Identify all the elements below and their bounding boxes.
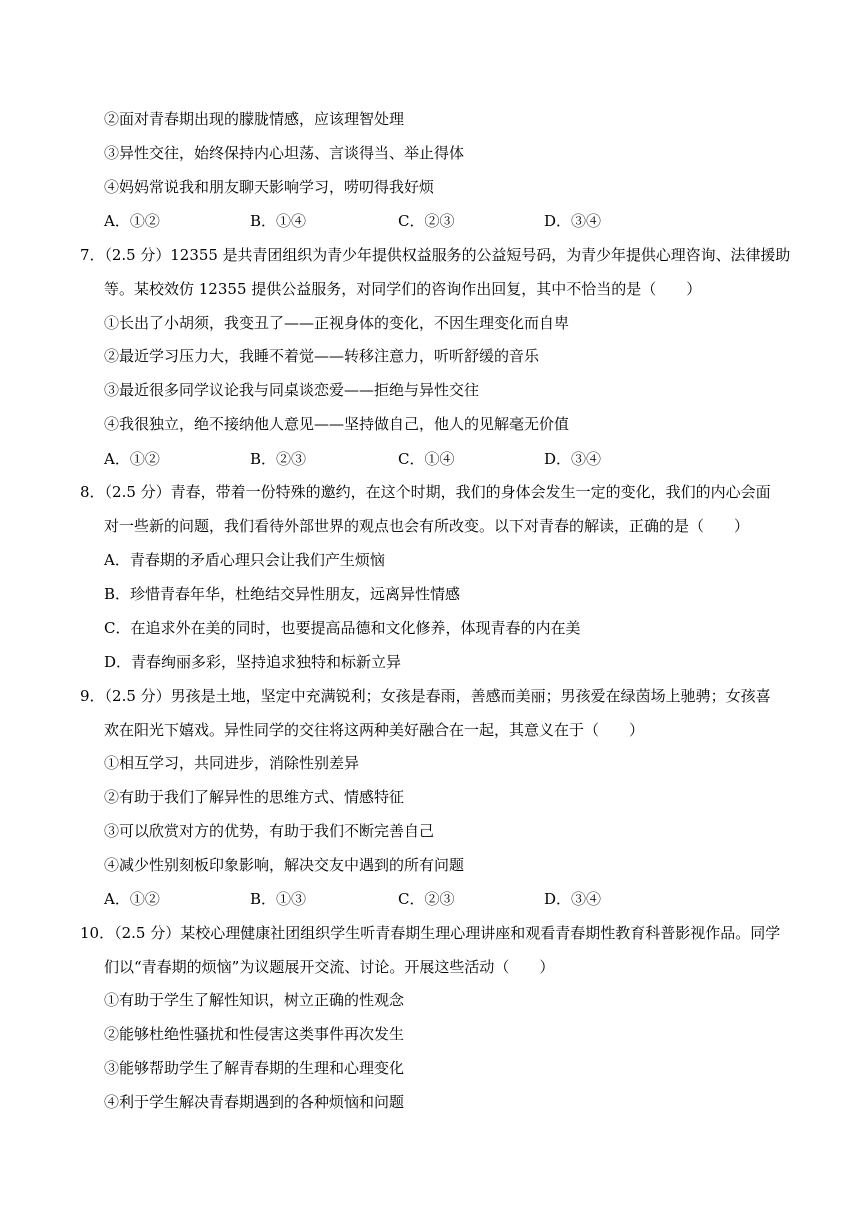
q6-item-4: ④妈妈常说我和朋友聊天影响学习，唠叨得我好烦: [104, 178, 435, 196]
q9-item-3: ③可以欣赏对方的优势，有助于我们不断完善自己: [104, 822, 435, 840]
q7-option-a: A．①②: [104, 450, 160, 468]
q6-option-d: D．③④: [544, 212, 602, 230]
q8-choice-c: C．在追求外在美的同时，也要提高品德和文化修养，体现青春的内在美: [104, 619, 581, 637]
q9-item-1: ①相互学习，共同进步，消除性别差异: [104, 754, 360, 772]
q7-item-1: ①长出了小胡须，我变丑了——正视身体的变化，不因生理变化而自卑: [104, 314, 570, 332]
q7-item-2: ②最近学习压力大，我睡不着觉——转移注意力，听听舒缓的音乐: [104, 347, 540, 365]
q9-stem-line-2: 欢在阳光下嬉戏。异性同学的交往将这两种美好融合在一起，其意义在于（ ）: [104, 721, 645, 739]
q10-stem-line-2: 们以“青春期的烦恼”为议题展开交流、讨论。开展这些活动（ ）: [104, 958, 555, 976]
q8-stem-line-2: 对一些新的问题，我们看待外部世界的观点也会有所改变。以下对青春的解读，正确的是（ ）: [104, 517, 750, 535]
q8-choice-d: D．青春绚丽多彩，坚持追求独特和标新立异: [104, 653, 402, 671]
q10-item-2: ②能够杜绝性骚扰和性侵害这类事件再次发生: [104, 1025, 405, 1043]
q7-stem-line-2: 等。某校效仿 12355 提供公益服务，对同学们的咨询作出回复，其中不恰当的是（ ）: [104, 280, 702, 298]
q7-options: [104, 449, 744, 469]
q9-option-c: C．②③: [398, 890, 455, 908]
q9-option-a: A．①②: [104, 890, 160, 908]
q6-option-c: C．②③: [398, 212, 455, 230]
q9-item-2: ②有助于我们了解异性的思维方式、情感特征: [104, 788, 405, 806]
q9-stem-line-1: 9．（2.5 分）男孩是土地，坚定中充满锐利；女孩是春雨，善感而美丽；男孩爱在绿茵场上驰骋；女孩喜: [80, 687, 771, 705]
q7-item-3: ③最近很多同学议论我与同桌谈恋爱——拒绝与异性交往: [104, 381, 480, 399]
q8-stem-line-1: 8．（2.5 分）青春，带着一份特殊的邀约，在这个时期，我们的身体会发生一定的变化，我们的内心会面: [80, 483, 771, 501]
q8-choice-b: B．珍惜青春年华，杜绝结交异性朋友，远离异性情感: [104, 585, 461, 603]
q10-stem-line-1: 10．（2.5 分）某校心理健康社团组织学生听青春期生理心理讲座和观看青春期性教育科普影视作品。同学: [80, 924, 781, 942]
q7-option-b: B．②③: [250, 450, 307, 468]
q9-item-4: ④减少性别刻板印象影响，解决交友中遇到的所有问题: [104, 856, 465, 874]
q6-options: [104, 211, 744, 231]
q8-choice-a: A．青春期的矛盾心理只会让我们产生烦恼: [104, 551, 385, 569]
q6-item-2: ②面对青春期出现的朦胧情感，应该理智处理: [104, 110, 405, 128]
q7-stem-line-1: 7．（2.5 分）12355 是共青团组织为青少年提供权益服务的公益短号码，为青少年提供心理咨询、法律援助: [80, 246, 791, 264]
q10-item-3: ③能够帮助学生了解青春期的生理和心理变化: [104, 1059, 405, 1077]
q6-option-a: A．①②: [104, 212, 160, 230]
q10-item-4: ④利于学生解决青春期遇到的各种烦恼和问题: [104, 1093, 405, 1111]
q10-item-1: ①有助于学生了解性知识，树立正确的性观念: [104, 991, 405, 1009]
q9-option-b: B．①③: [250, 890, 307, 908]
q9-options: [104, 889, 744, 909]
q6-option-b: B．①④: [250, 212, 307, 230]
q7-item-4: ④我很独立，绝不接纳他人意见——坚持做自己，他人的见解毫无价值: [104, 415, 570, 433]
q7-option-c: C．①④: [398, 450, 455, 468]
q7-option-d: D．③④: [544, 450, 602, 468]
q6-item-3: ③异性交往，始终保持内心坦荡、言谈得当、举止得体: [104, 144, 465, 162]
q9-option-d: D．③④: [544, 890, 602, 908]
